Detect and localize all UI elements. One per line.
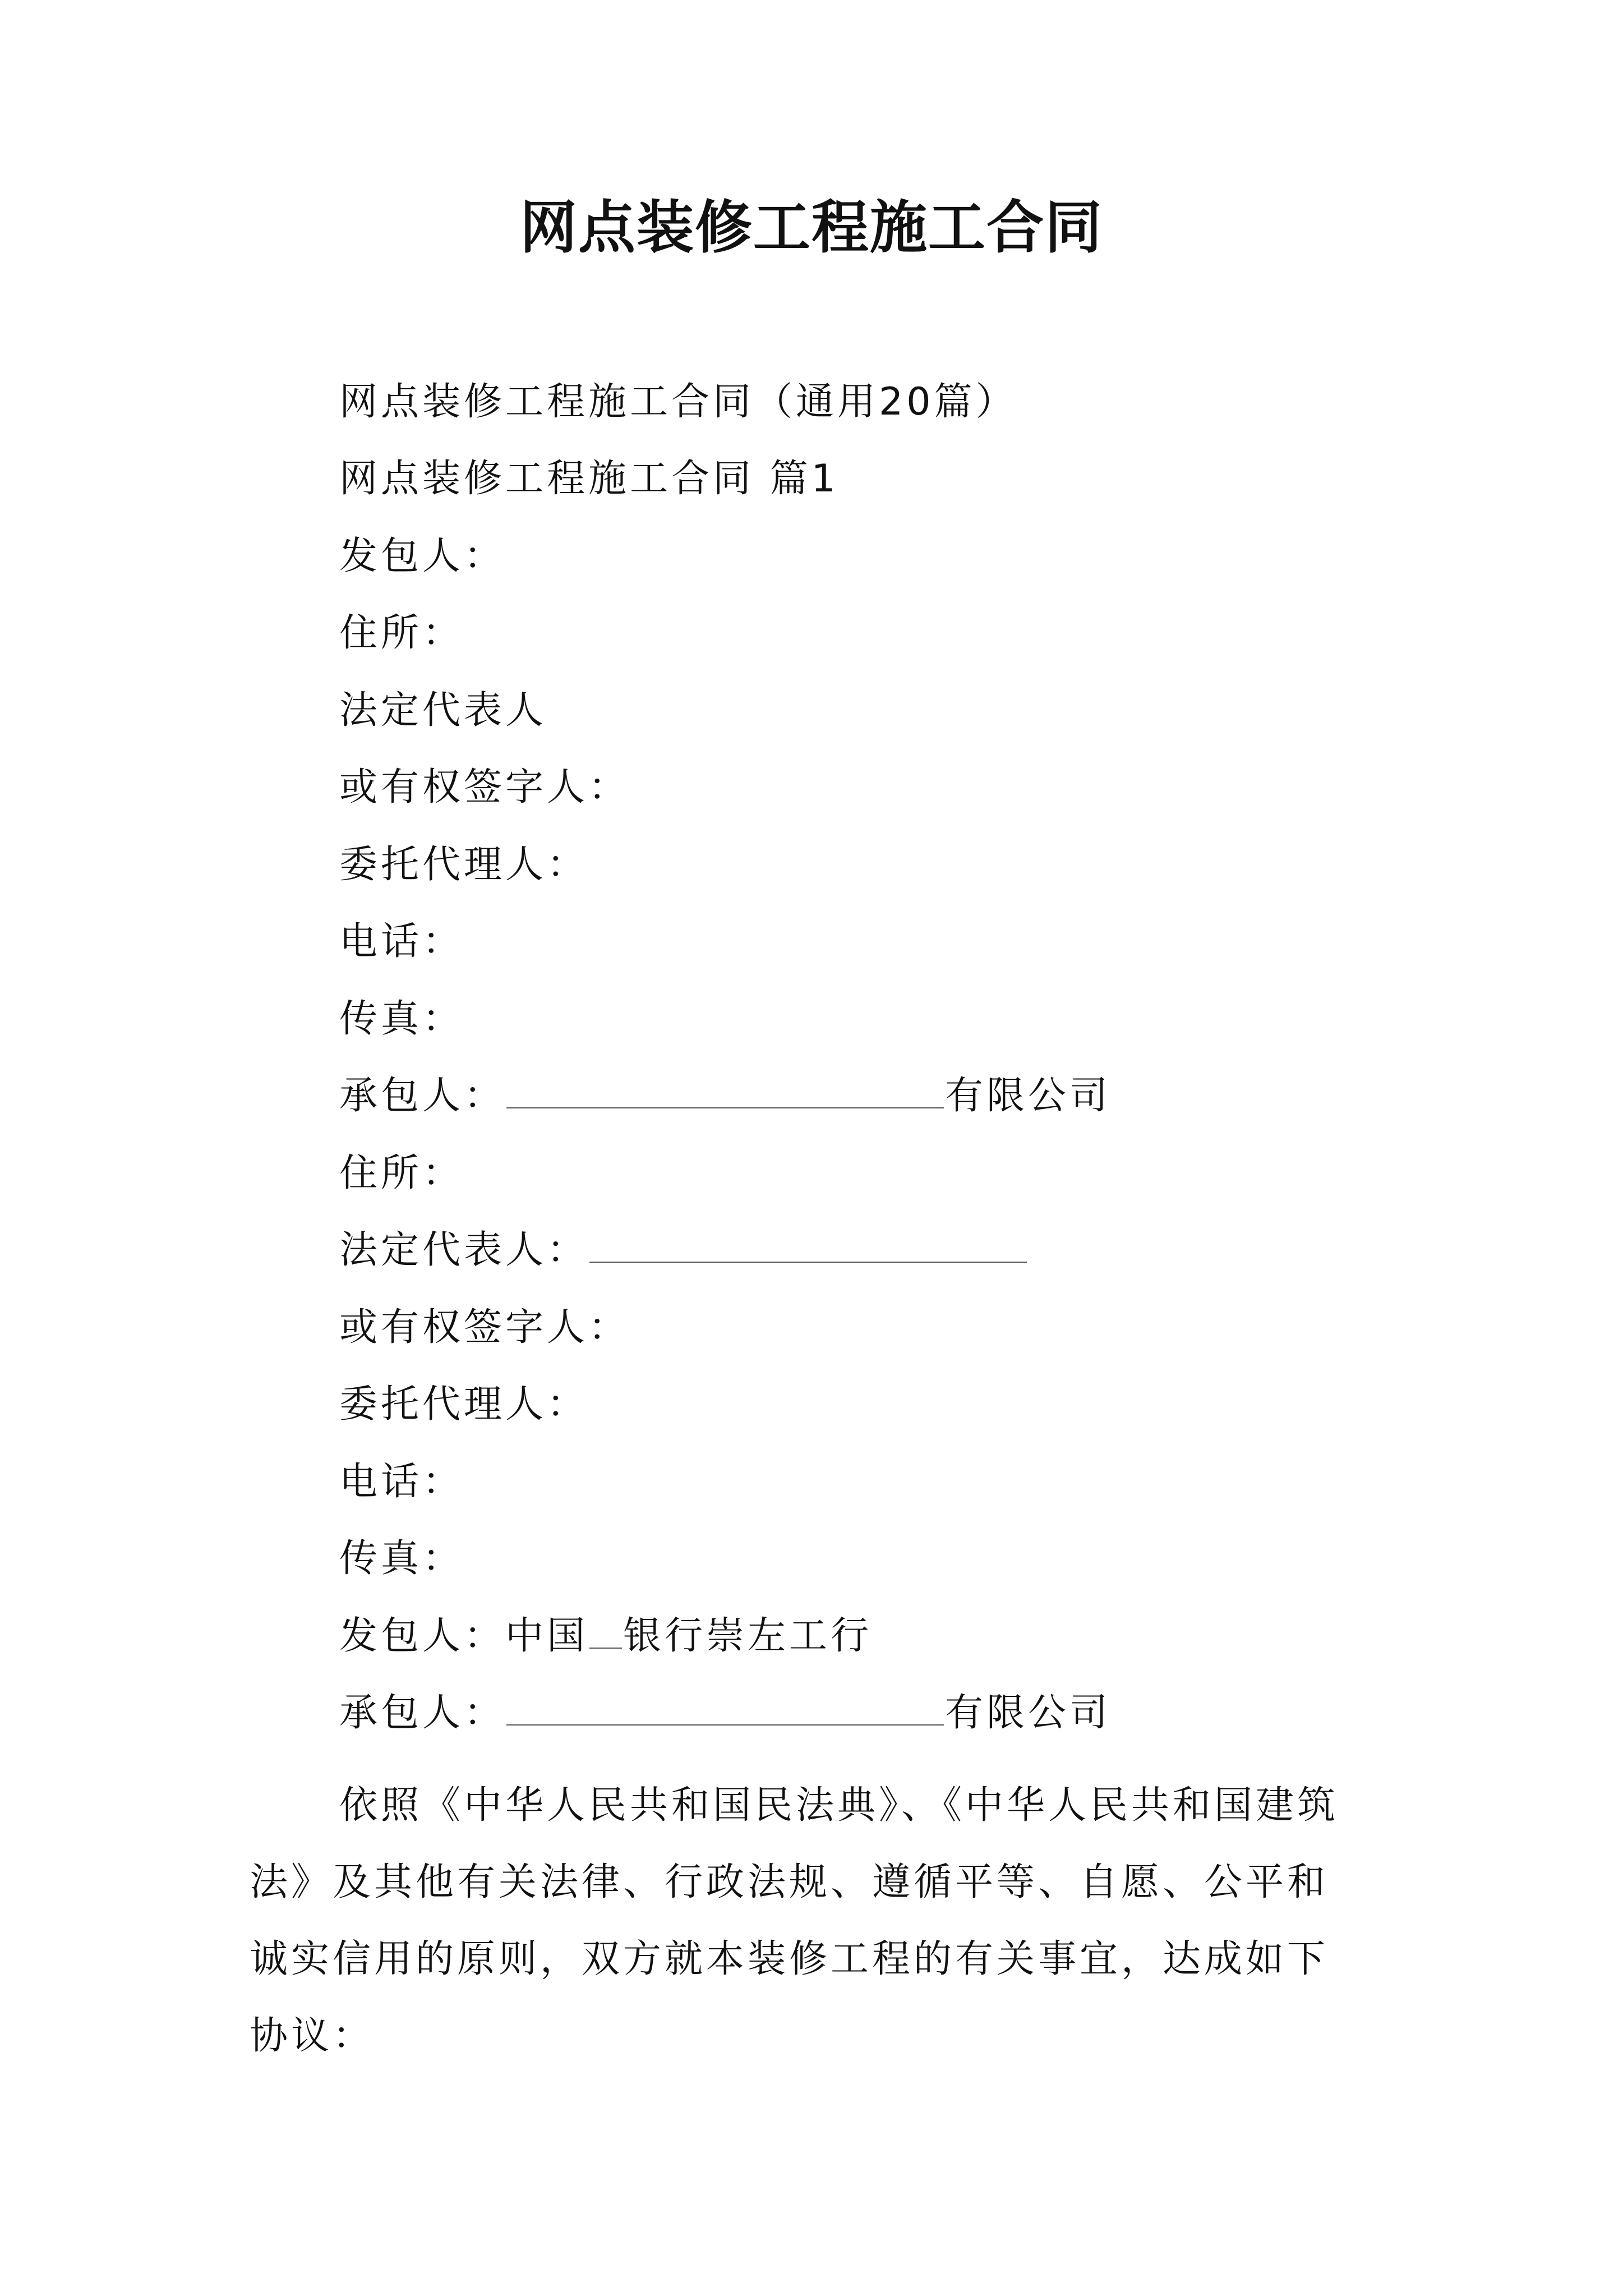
party-b-contractor-line (339, 1074, 1112, 1118)
summary-contractor-label: 承包人： (339, 1691, 506, 1735)
party-a-phone: 电话： (339, 919, 464, 964)
paragraph-line: 协议： (250, 2014, 375, 2058)
summary-owner-suffix: 银行崇左工行 (623, 1614, 873, 1658)
party-a-authorized-signer: 或有权签字人： (339, 765, 630, 809)
party-a-owner-label: 发包人： (339, 534, 506, 578)
paragraph-line: 法》及其他有关法律、行政法规、遵循平等、自愿、公平和 (250, 1860, 1329, 1904)
party-a-legal-rep: 法定代表人 (339, 688, 547, 733)
paragraph-line: 诚实信用的原则，双方就本装修工程的有关事宜，达成如下 (250, 1937, 1329, 1981)
party-a-fax: 传真： (339, 997, 464, 1041)
party-a-address: 住所： (339, 611, 464, 655)
party-b-authorized-signer: 或有权签字人： (339, 1305, 630, 1350)
summary-contractor-line (339, 1691, 1112, 1735)
party-b-company-suffix: 有限公司 (945, 1074, 1112, 1118)
summary-owner-label: 发包人：中国 (339, 1614, 589, 1658)
fill-in-blank[interactable] (506, 1694, 944, 1726)
party-b-agent: 委托代理人： (339, 1382, 589, 1427)
fill-in-blank[interactable] (589, 1617, 622, 1649)
fill-in-blank[interactable] (506, 1077, 944, 1108)
document-subtitle: 网点装修工程施工合同（通用20篇） (339, 380, 1017, 424)
agreement-paragraph (250, 1767, 1388, 2074)
party-b-fax: 传真： (339, 1536, 464, 1581)
party-b-legal-rep-line (339, 1228, 1028, 1272)
fill-in-blank[interactable] (589, 1231, 1027, 1263)
party-b-legal-rep: 法定代表人： (339, 1228, 589, 1272)
document-title: 网点装修工程施工合同 (520, 194, 1103, 261)
party-b-address: 住所： (339, 1151, 464, 1195)
section-heading: 网点装修工程施工合同 篇1 (339, 457, 839, 501)
summary-owner-line (339, 1614, 873, 1658)
summary-contractor-suffix: 有限公司 (945, 1691, 1112, 1735)
party-a-agent: 委托代理人： (339, 843, 589, 887)
party-b-phone: 电话： (339, 1460, 464, 1504)
paragraph-line: 依照《中华人民共和国民法典》、《中华人民共和国建筑 (339, 1783, 1339, 1828)
party-b-contractor-label: 承包人： (339, 1074, 506, 1118)
